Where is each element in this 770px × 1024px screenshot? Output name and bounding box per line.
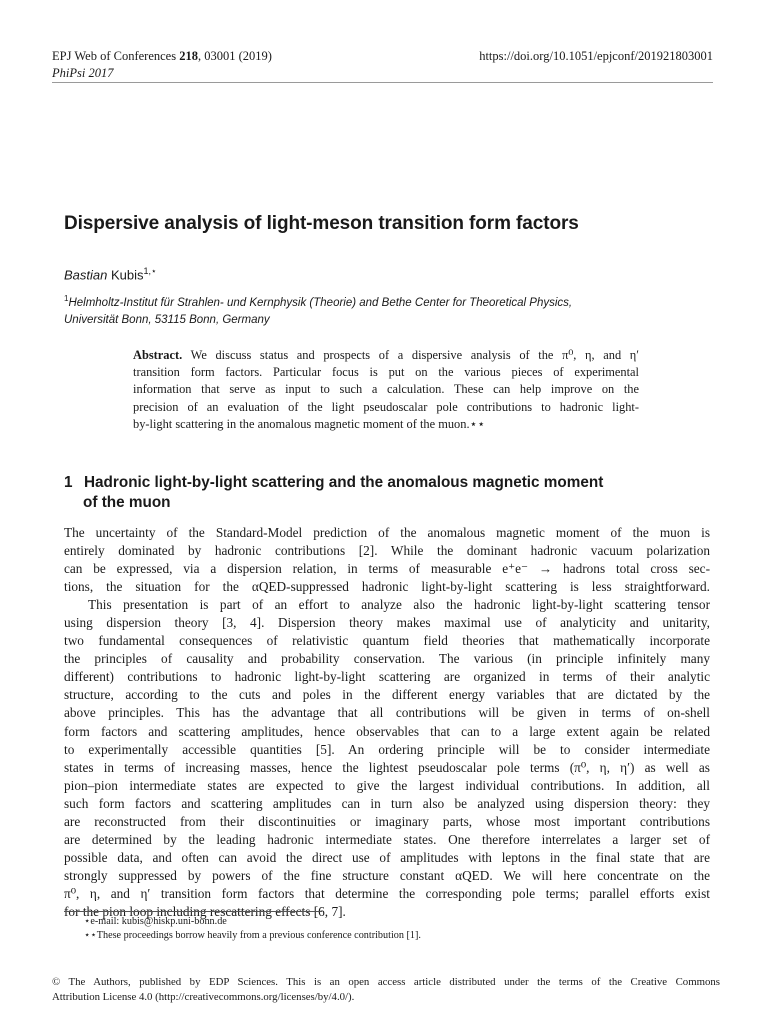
body-line: different) contributions to hadronic light-by-light scattering are organized in terms of their analytic (64, 669, 710, 685)
abstract-line: information that serve as input to such a calculation. These can help improve on the (133, 382, 639, 397)
section-title-line-1: Hadronic light-by-light scattering and the anomalous magnetic moment (84, 474, 604, 491)
paper-title: Dispersive analysis of light-meson transition form factors (64, 213, 579, 234)
body-line: pion–pion intermediate states are expected to give the largest individual contributions. In addition, all (64, 777, 710, 793)
article-number: , 03001 (2019) (197, 49, 272, 63)
body-line: two fundamental consequences of relativistic quantum field theories that mathematically incorporate (64, 633, 710, 649)
running-header-left (52, 48, 272, 82)
section-number: 1 (64, 474, 73, 491)
body-line: possible data, and often can avoid the direct use of amplitudes with leptons in the final state that are (64, 849, 710, 865)
abstract-label: Abstract. (133, 348, 183, 362)
body-line: entirely dominated by hadronic contributions [2]. While the dominant hadronic vacuum polarization (64, 543, 710, 559)
abstract-line: by-light scattering in the anomalous magnetic moment of the muon.⋆⋆ (133, 416, 486, 431)
body-line: for the pion loop including rescattering effects [6, 7]. (64, 903, 346, 919)
body-line: can be expressed, via a dispersion relation, in terms of measurable e⁺e⁻ → hadrons total cross sec- (64, 561, 710, 577)
abstract-line: We discuss status and prospects of a dispersive analysis of the π⁰, η, and η′ (182, 348, 639, 362)
header-divider (52, 82, 713, 83)
affiliation (64, 290, 684, 329)
abstract (133, 347, 639, 433)
license-line-2: Attribution License 4.0 (http://creativecommons.org/licenses/by/4.0/). (52, 991, 355, 1003)
body-line: are determined by the leading hadronic intermediate states. One therefore interrelates a larger set of (64, 831, 710, 847)
body-line: to experimentally accessible quantities [5]. An ordering principle will be to consider intermediate (64, 741, 710, 757)
abstract-line: precision of an evaluation of the light pseudoscalar pole contributions to hadronic light- (133, 399, 639, 414)
body-line: The uncertainty of the Standard-Model prediction of the anomalous magnetic moment of the muon is (64, 525, 710, 540)
author-line (64, 266, 157, 282)
body-line: states in terms of increasing masses, hence the lightest pseudoscalar pole terms (π⁰, η, η′) as well as (64, 759, 710, 775)
section-heading (64, 473, 714, 513)
body-line: π⁰, η, and η′ transition form factors that determine the corresponding pole terms; parallel efforts exist (64, 885, 710, 901)
author-last-name: Kubis (111, 267, 144, 283)
author-first-name: Bastian (64, 267, 108, 283)
body-line: structure, according to the cuts and poles in the different energy variables that are dictated by the (64, 687, 710, 703)
doi-link[interactable]: https://doi.org/10.1051/epjconf/201921803001 (479, 49, 713, 63)
affiliation-line-2: Universität Bonn, 53115 Bonn, Germany (64, 313, 270, 326)
abstract-line: transition form factors. Particular focus is put on the various pieces of experimental (133, 365, 639, 380)
body-line: above principles. This has the advantage that all contributions will be given in terms of on-shell (64, 705, 710, 721)
body-line: the principles of causality and probability conservation. The various (in principle infinitely many (64, 651, 710, 667)
footnote-email: ⋆e-mail: kubis@hiskp.uni-bonn.de (84, 916, 227, 927)
body-line: are reconstructed from their discontinuities or imaginary parts, whose most important contributions (64, 813, 710, 829)
section-title-line-2: of the muon (83, 494, 171, 511)
conference-name: PhiPsi 2017 (52, 66, 114, 80)
body-line: This presentation is part of an effort to analyze also the hadronic light-by-light scattering tensor (88, 597, 710, 613)
journal-citation (52, 48, 272, 65)
journal-volume: 218 (179, 49, 198, 63)
body-text (64, 524, 710, 921)
footnote-divider (64, 911, 322, 912)
body-line: such form factors and scattering amplitudes can in turn also be analyzed using dispersion theory: they (64, 795, 710, 811)
author-marks: 1,⋆ (143, 266, 157, 276)
body-line: form factors and scattering amplitudes, hence observables that can to a large extent again be related (64, 723, 710, 739)
license-notice (52, 975, 720, 1005)
body-line: using dispersion theory [3, 4]. Dispersion theory makes maximal use of analyticity and unitarity, (64, 615, 710, 631)
body-line: tions, the situation for the αQED-suppressed hadronic light-by-light scattering is less straightforward. (64, 579, 710, 595)
affiliation-line-1: Helmholtz-Institut für Strahlen- und Kernphysik (Theorie) and Bethe Center for Theoretical Physics, (68, 296, 573, 309)
journal-name: EPJ Web of Conferences (52, 49, 180, 63)
license-line-1: © The Authors, published by EDP Sciences. This is an open access article distributed under the terms of the Creative Commons (52, 976, 720, 988)
body-line: strongly suppressed by powers of the fine structure constant αQED. We will here concentrate on the (64, 867, 710, 883)
affiliation-mark: 1 (64, 294, 69, 303)
footnote-note: ⋆⋆These proceedings borrow heavily from a previous conference contribution [1]. (84, 930, 421, 941)
